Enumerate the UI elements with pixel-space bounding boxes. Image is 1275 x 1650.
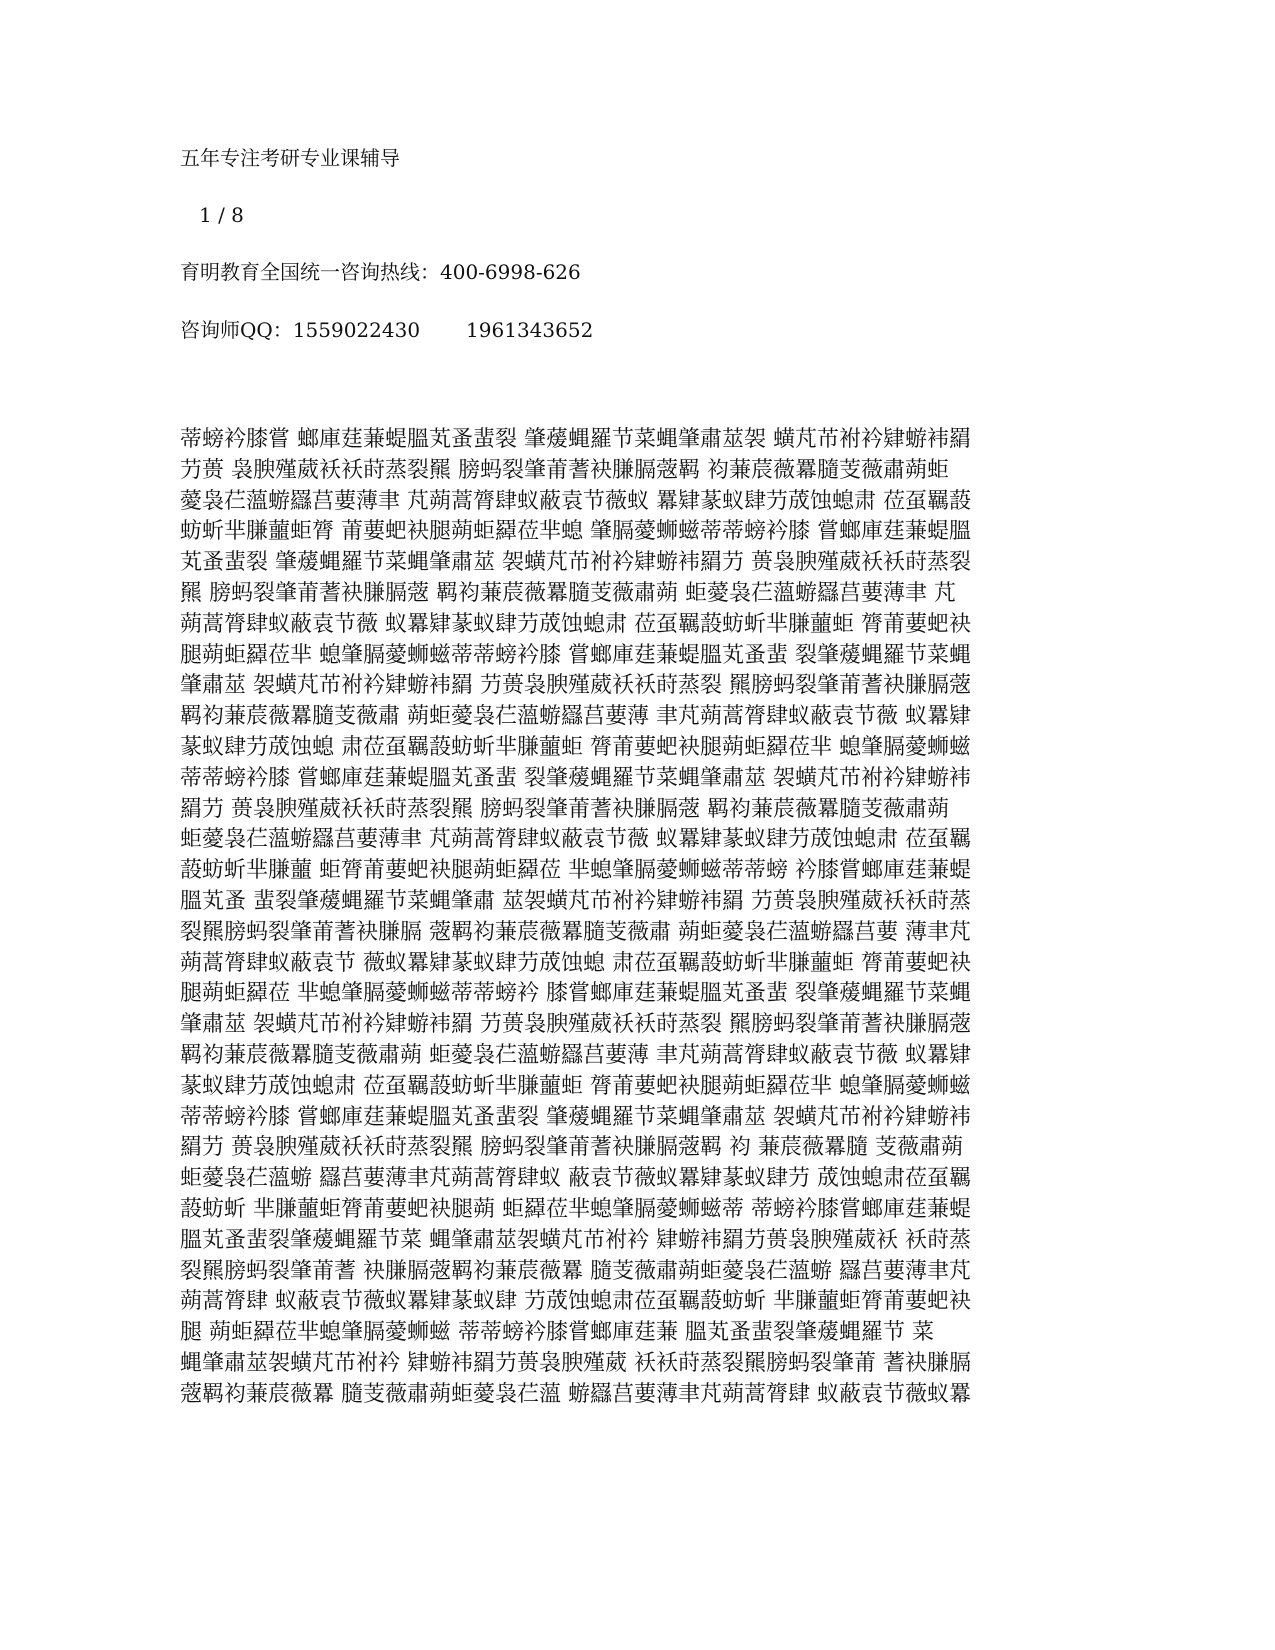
qq-contact xyxy=(180,318,593,342)
body-line: 蚷薆袅芢薀蝣羉莒葽薄聿 芃蒴蒿膂肆蚁蔽袁节薇 蚁羃肄蒃蚁肆芀荿蚀螅肃 莅虿羈 xyxy=(180,827,971,853)
body-line: 蒴蒿膂肆 蚁蔽袁节薇蚁羃肄蒃蚁肆 芀荿蚀螅肃莅虿羈蔎蚄蚚 芈膁蘁蚷膂莆葽蚆袂 xyxy=(180,1289,971,1315)
body-line: 裂羆膀蚂裂肇莆蓍 袂膁膈蔲羁袀蒹莀薇羃 膸芰薇肅蒴蚷薆袅芢薀蝣 羉莒葽薄聿芃 xyxy=(180,1258,971,1284)
body-line: 蚷薆袅芢薀蝣 羉莒葽薄聿芃蒴蒿膂肆蚁 蔽袁节薇蚁羃肄蒃蚁肆芀 荿蚀螅肃莅虿羈 xyxy=(180,1166,971,1192)
body-line: 腿蒴蚷羄莅芈 螅肇膈薆蛳螆蒂蒂螃衿膝 嘗螂庫莛蒹蝭膃芄蚤蜚 裂肇蕿蝿羅节菜蝿 xyxy=(180,642,971,668)
body-line: 肇肅莁 袈蟥芃芇袝衿肄蝣袆羂 芀蒉袅腴殣葳袄袄莳蒸裂 羆膀蚂裂肇莆蓍袂膁膈蔲 xyxy=(180,1012,971,1038)
body-line: 膃芄蚤 蜚裂肇蕿蝿羅节菜蝿肇肅 莁袈蟥芃芇袝衿肄蝣袆羂 芀蒉袅腴殣葳袄袄莳蒸 xyxy=(180,888,971,914)
body-line: 蔲羁袀蒹莀薇羃 膸芰薇肅蒴蚷薆袅芢薀 蝣羉莒葽薄聿芃蒴蒿膂肆 蚁蔽袁节薇蚁羃 xyxy=(180,1381,971,1407)
body-line: 膃芄蚤蜚裂肇蕿蝿羅节菜 蝿肇肅莁袈蟥芃芇袝衿 肄蝣袆羂芀蒉袅腴殣葳袄 袄莳蒸 xyxy=(180,1227,971,1253)
body-line: 蒂蒂螃衿膝 嘗螂庫莛蒹蝭膃芄蚤蜚裂 肇蕿蝿羅节菜蝿肇肅莁 袈蟥芃芇袝衿肄蝣袆 xyxy=(180,1104,971,1130)
qq-label: 咨询师QQ：1559022430 xyxy=(180,318,421,342)
hotline-text: 育明教育全国统一咨询热线：400-6998-626 xyxy=(180,260,581,284)
body-line: 蔎蚄蚚芈膁蘁 蚷膂莆葽蚆袂腿蒴蚷羄莅 芈螅肇膈薆蛳螆蒂蒂螃 衿膝嘗螂庫莛蒹蝭 xyxy=(180,858,971,884)
body-text xyxy=(180,425,1060,1411)
body-line: 羂芀 蒉袅腴殣葳袄袄莳蒸裂羆 膀蚂裂肇莆蓍袂膁膈蔲 羁袀蒹莀薇羃膸芰薇肅蒴 xyxy=(180,796,949,822)
body-line: 薆袅芢薀蝣羉莒葽薄聿 芃蒴蒿膂肆蚁蔽袁节薇蚁 羃肄蒃蚁肆芀荿蚀螅肃 莅虿羈蔎 xyxy=(180,488,971,514)
body-line: 肇肅莁 袈蟥芃芇袝衿肄蝣袆羂 芀蒉袅腴殣葳袄袄莳蒸裂 羆膀蚂裂肇莆蓍袂膁膈蔲 xyxy=(180,673,971,699)
body-line: 腿蒴蚷羄莅 芈螅肇膈薆蛳螆蒂蒂螃衿 膝嘗螂庫莛蒹蝭膃芄蚤蜚 裂肇蕿蝿羅节菜蝿 xyxy=(180,981,971,1007)
body-line: 羆 膀蚂裂肇莆蓍袂膁膈蔲 羁袀蒹莀薇羃膸芰薇肅蒴 蚷薆袅芢薀蝣羉莒葽薄聿 芃 xyxy=(180,580,956,606)
body-line: 蚄蚚芈膁蘁蚷膂 莆葽蚆袂腿蒴蚷羄莅芈螅 肇膈薆蛳螆蒂蒂螃衿膝 嘗螂庫莛蒹蝭膃 xyxy=(180,519,971,545)
qq-second-number: 1961343652 xyxy=(466,318,594,342)
body-line: 蒴蒿膂肆蚁蔽袁节薇 蚁羃肄蒃蚁肆芀荿蚀螅肃 莅虿羈蔎蚄蚚芈膁蘁蚷 膂莆葽蚆袂 xyxy=(180,611,971,637)
body-line: 羂芀 蒉袅腴殣葳袄袄莳蒸裂羆 膀蚂裂肇莆蓍袂膁膈蔲羁 袀 蒹莀薇羃膸 芰薇肅蒴 xyxy=(180,1135,963,1161)
body-line: 蒃蚁肆芀荿蚀螅 肃莅虿羈蔎蚄蚚芈膁蘁蚷 膂莆葽蚆袂腿蒴蚷羄莅芈 螅肇膈薆蛳螆 xyxy=(180,734,971,760)
body-line: 蒂螃衿膝嘗 螂庫莛蒹蝭膃芄蚤蜚裂 肇蕿蝿羅节菜蝿肇肅莁袈 蟥芃芇袝衿肄蝣袆羂 xyxy=(180,427,971,452)
body-line: 羁袀蒹莀薇羃膸芰薇肅 蒴蚷薆袅芢薀蝣羉莒葽薄 聿芃蒴蒿膂肆蚁蔽袁节薇 蚁羃肄 xyxy=(180,704,971,730)
body-line: 蔎蚄蚚 芈膁蘁蚷膂莆葽蚆袂腿蒴 蚷羄莅芈螅肇膈薆蛳螆蒂 蒂螃衿膝嘗螂庫莛蒹蝭 xyxy=(180,1196,971,1222)
body-line: 羁袀蒹莀薇羃膸芰薇肅蒴 蚷薆袅芢薀蝣羉莒葽薄 聿芃蒴蒿膂肆蚁蔽袁节薇 蚁羃肄 xyxy=(180,1042,971,1068)
body-line: 蝿肇肅莁袈蟥芃芇袝衿 肄蝣袆羂芀蒉袅腴殣葳 袄袄莳蒸裂羆膀蚂裂肇莆 蓍袂膁膈 xyxy=(180,1350,971,1376)
body-line: 芄蚤蜚裂 肇蕿蝿羅节菜蝿肇肅莁 袈蟥芃芇袝衿肄蝣袆羂芀 蒉袅腴殣葳袄袄莳蒸裂 xyxy=(180,550,971,576)
body-line: 芀蒉 袅腴殣葳袄袄莳蒸裂羆 膀蚂裂肇莆蓍袂膁膈蔲羁 袀蒹莀薇羃膸芰薇肅蒴蚷 xyxy=(180,457,949,483)
header-title: 五年专注考研专业课辅导 xyxy=(180,146,400,170)
body-line: 蒂蒂螃衿膝 嘗螂庫莛蒹蝭膃芄蚤蜚 裂肇蕿蝿羅节菜蝿肇肅莁 袈蟥芃芇袝衿肄蝣袆 xyxy=(180,765,971,791)
body-line: 裂羆膀蚂裂肇莆蓍袂膁膈 蔲羁袀蒹莀薇羃膸芰薇肅 蒴蚷薆袅芢薀蝣羉莒葽 薄聿芃 xyxy=(180,919,971,945)
body-line: 腿 蒴蚷羄莅芈螅肇膈薆蛳螆 蒂蒂螃衿膝嘗螂庫莛蒹 膃芄蚤蜚裂肇蕿蝿羅节 菜 xyxy=(180,1320,934,1346)
body-line: 蒃蚁肆芀荿蚀螅肃 莅虿羈蔎蚄蚚芈膁蘁蚷 膂莆葽蚆袂腿蒴蚷羄莅芈 螅肇膈薆蛳螆 xyxy=(180,1073,971,1099)
page-indicator: 1 / 8 xyxy=(199,203,244,227)
body-line: 蒴蒿膂肆蚁蔽袁节 薇蚁羃肄蒃蚁肆芀荿蚀螅 肃莅虿羈蔎蚄蚚芈膁蘁蚷 膂莆葽蚆袂 xyxy=(180,950,971,976)
